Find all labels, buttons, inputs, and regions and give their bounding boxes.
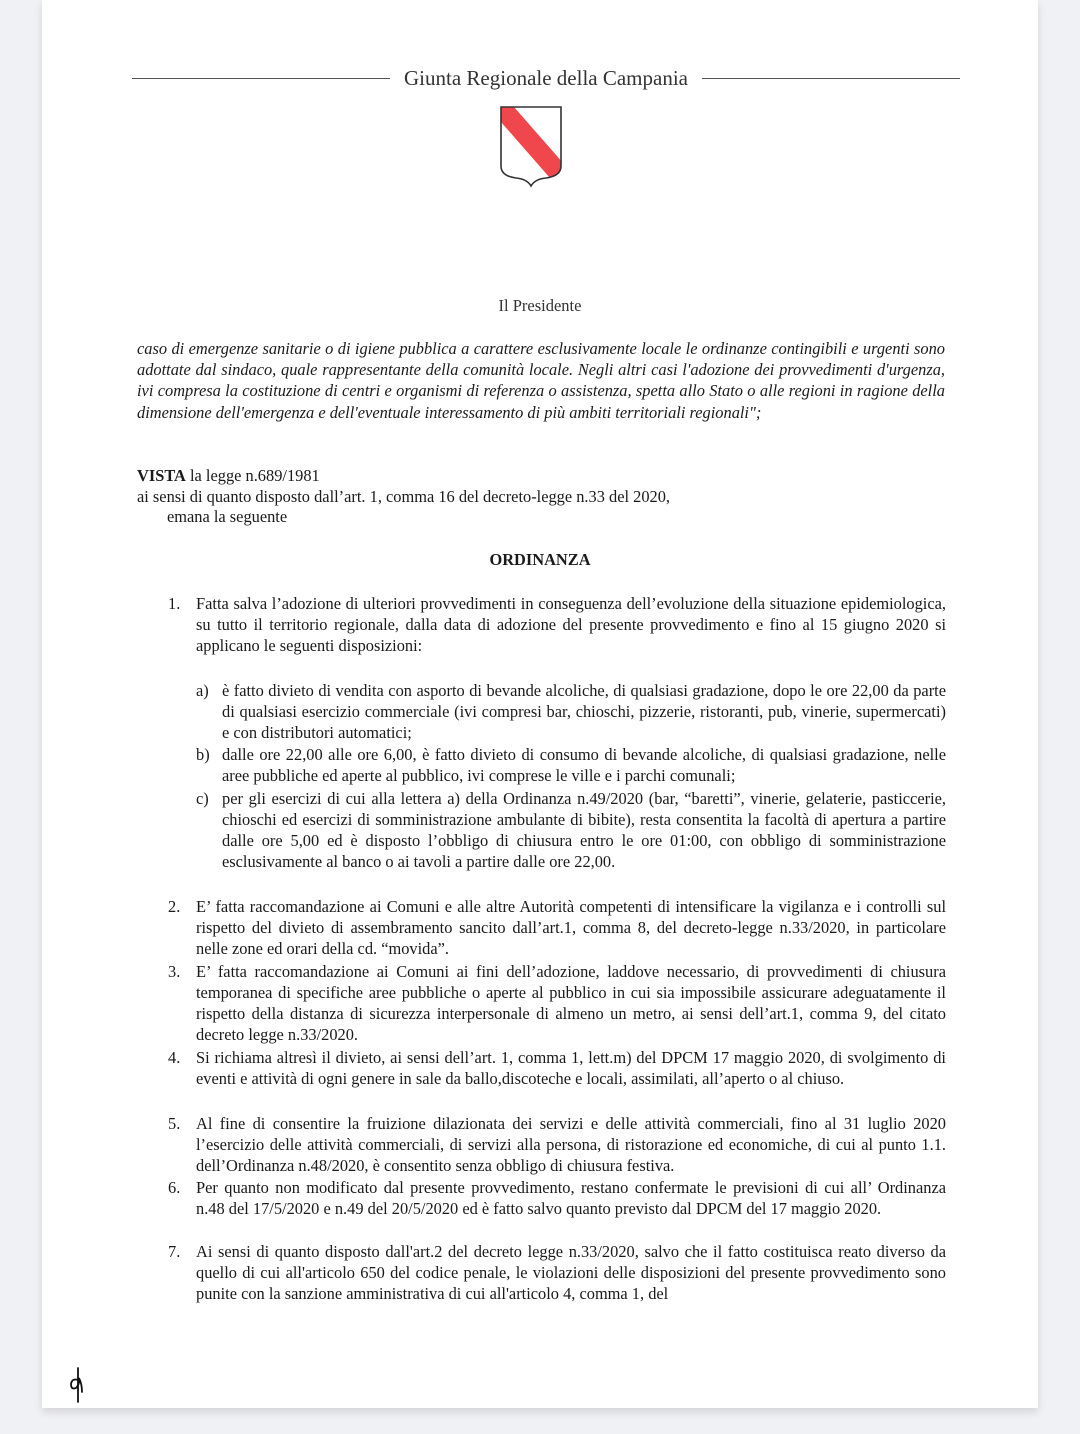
- item-text: E’ fatta raccomandazione ai Comuni ai fini dell’adozione, laddove necessario, di provvedimenti di chiusura temporanea di specifiche aree pubbliche o aperte al pubblico in cui sia impossibile assicurare adeguatamente il rispetto della distanza di sicurezza interpersonale di almeno un metro, ai sensi dell’art.1, comma 9, del citato decreto legge n.33/2020.: [196, 962, 946, 1044]
- ordinance-item: [168, 1113, 946, 1176]
- ordinance-item: [168, 593, 946, 656]
- ordinance-item: [168, 1177, 946, 1219]
- subitem-letter: b): [196, 745, 210, 764]
- subitem-text: dalle ore 22,00 alle ore 6,00, è fatto divieto di consumo di bevande alcoliche, di qualsiasi gradazione, nelle aree pubbliche ed aperte al pubblico, ivi comprese le ville e i parchi comunali;: [222, 745, 946, 785]
- campania-shield-icon: [498, 104, 564, 190]
- item-text: Ai sensi di quanto disposto dall'art.2 del decreto legge n.33/2020, salvo che il fatto costituisca reato diverso da quello di cui all'articolo 650 del codice penale, le violazioni delle disposizioni del presente provvedimento sono punite con la sanzione amministrativa di cui all'articolo 4, comma 1, del: [196, 1242, 946, 1303]
- ordinance-subitem: [196, 788, 946, 872]
- item-text: Al fine di consentire la fruizione dilazionata dei servizi e delle attività commerciali, fino al 31 luglio 2020 l’esercizio delle attività commerciali, di servizi alla persona, di ristorazione ed economiche, di cui al punto 1.1. dell’Ordinanza n.48/2020, è consentito senza obbligo di chiusura festiva.: [196, 1114, 946, 1175]
- vista-block: [137, 466, 670, 528]
- ordinanza-title: ORDINANZA: [489, 550, 591, 569]
- intro-paragraph: caso di emergenze sanitarie o di igiene pubblica a carattere esclusivamente locale le ordinanze contingibili e urgenti sono adottate dal sindaco, quale rappresentante della comunità locale. Negli altri casi l'adozione dei provvedimenti d'urgenza, ivi compresa la costituzione di centri e organismi di referenza o assistenza, spetta allo Stato o alle regioni in ragione della dimensione dell'emergenza e dell'eventuale interessamento di più ambiti territoriali regionali";: [137, 339, 945, 422]
- item-text: Fatta salva l’adozione di ulteriori provvedimenti in conseguenza dell’evoluzione della situazione epidemiologica, su tutto il territorio regionale, dalla data di adozione del presente provvedimento e fino al 15 giugno 2020 si applicano le seguenti disposizioni:: [196, 594, 946, 655]
- item-number: 2.: [168, 897, 181, 916]
- item-number: 7.: [168, 1242, 181, 1261]
- shield-band: [501, 107, 564, 178]
- vista-law: la legge n.689/1981: [185, 466, 320, 485]
- ordinance-item: [168, 896, 946, 959]
- vista-label: VISTA: [137, 466, 186, 485]
- signature-initials: [68, 1366, 88, 1404]
- item-number: 5.: [168, 1114, 181, 1133]
- letterhead: [132, 66, 960, 90]
- item-text: Si richiama altresì il divieto, ai sensi dell’art. 1, comma 1, lett.m) del DPCM 17 maggio 2020, di svolgimento di eventi e attività di ogni genere in sale da ballo,discoteche e locali, assimilati, all’aperto o al chiuso.: [196, 1048, 946, 1088]
- item-number: 1.: [168, 594, 181, 613]
- item-number: 6.: [168, 1178, 181, 1197]
- item-number: 4.: [168, 1048, 181, 1067]
- ordinance-item: [168, 1047, 946, 1089]
- vista-line-2: ai sensi di quanto disposto dall’art. 1, comma 16 del decreto-legge n.33 del 2020,: [137, 486, 671, 506]
- header-rule-left: [132, 78, 390, 79]
- subitem-letter: a): [196, 681, 209, 700]
- item-text: E’ fatta raccomandazione ai Comuni e alle altre Autorità competenti di intensificare la vigilanza e i controlli sul rispetto del divieto di assembramento sancito dall’art.1, comma 8, del decreto-legge n.33/2020, in particolare nelle zone ed orari della cd. “movida”.: [196, 897, 946, 958]
- header-rule-right: [702, 78, 960, 79]
- letterhead-title: Giunta Regionale della Campania: [404, 65, 688, 90]
- ordinance-item: [168, 1241, 946, 1304]
- item-text: Per quanto non modificato dal presente provvedimento, restano confermate le previsioni di cui all’ Ordinanza n.48 del 17/5/2020 e n.49 del 20/5/2020 ed è fatto salvo quanto previsto dal DPCM del 17 maggio 2020.: [196, 1178, 946, 1218]
- subitem-text: è fatto divieto di vendita con asporto di bevande alcoliche, di qualsiasi gradazione, dopo le ore 22,00 da parte di qualsiasi esercizio commerciale (ivi compresi bar, chioschi, pizzerie, ristoranti, pub, vinerie, supermercati) e con distributori automatici;: [222, 681, 946, 742]
- item-number: 3.: [168, 962, 181, 981]
- subitem-letter: c): [196, 789, 209, 808]
- ordinance-subitem: [196, 744, 946, 786]
- president-heading: Il Presidente: [498, 296, 582, 315]
- vista-line-3: emana la seguente: [167, 507, 288, 526]
- subitem-text: per gli esercizi di cui alla lettera a) della Ordinanza n.49/2020 (bar, “baretti”, vinerie, gelaterie, pasticcerie, chioschi ed esercizi di somministrazione ambulante di bibite), resta consentita la facoltà di apertura a partire dalle ore 5,00 ed è disposto l’obbligo di chiusura entro le ore 01:00, con obbligo di somministrazione esclusivamente al banco o ai tavoli a partire dalle ore 22,00.: [222, 789, 946, 871]
- ordinance-item: [168, 961, 946, 1045]
- ordinance-subitem: [196, 680, 946, 743]
